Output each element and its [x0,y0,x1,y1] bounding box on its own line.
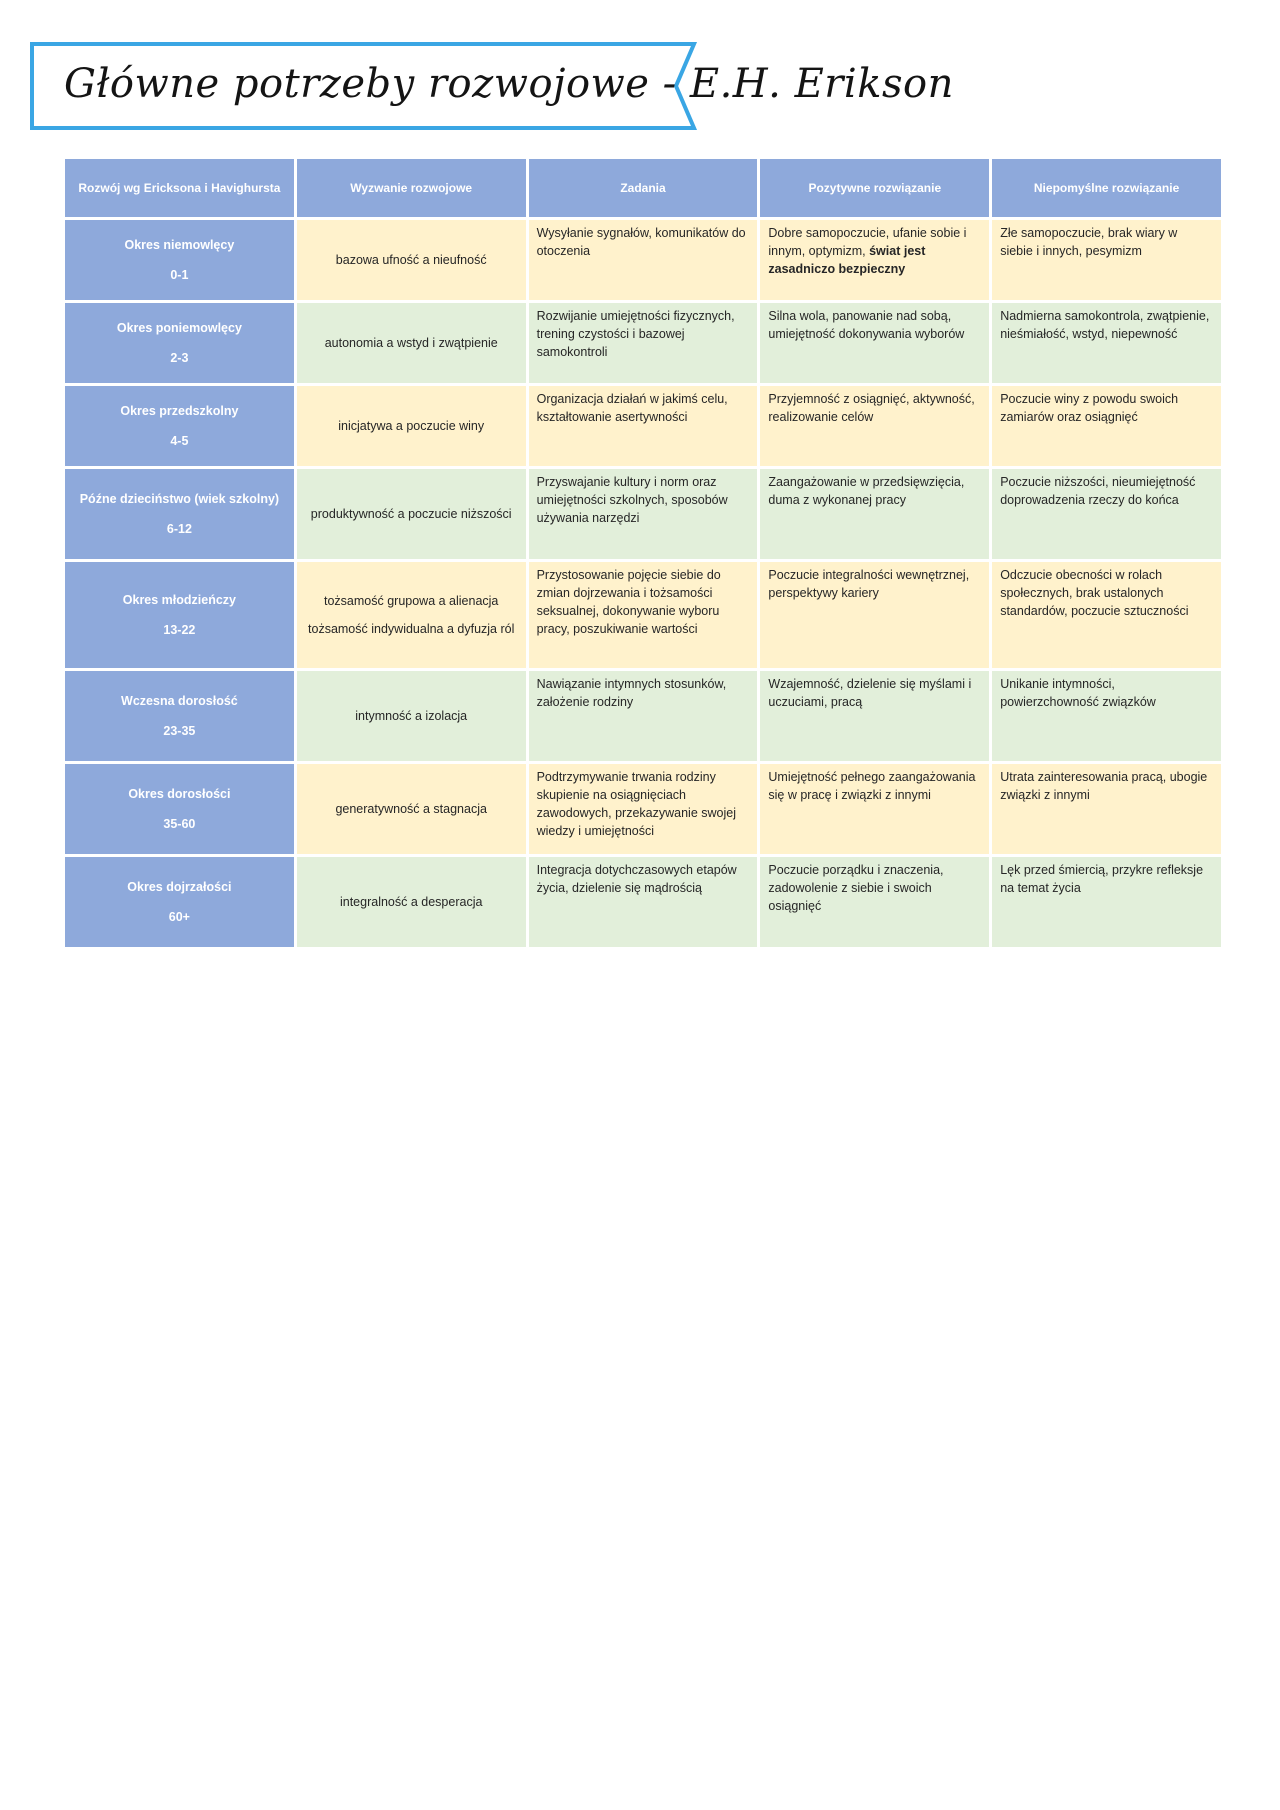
stage-name: Okres przedszkolny [120,404,239,418]
negative-cell: Nadmierna samokontrola, zwątpienie, nieśmiałość, wstyd, niepewność [992,303,1221,383]
negative-cell: Unikanie intymności, powierzchowność związków [992,671,1221,761]
positive-text: Przyjemność z osiągnięć, aktywność, realizowanie celów [768,392,975,424]
tasks-cell: Podtrzymywanie trwania rodziny skupienie na osiągnięciach zawodowych, przekazywanie swojej wiedzy i umiejętności [529,764,758,854]
negative-cell: Odczucie obecności w rolach społecznych, brak ustalonych standardów, poczucie sztuczności [992,562,1221,668]
challenge-text: inicjatywa a poczucie winy [338,419,485,433]
stage-cell [65,386,294,466]
tasks-cell: Wysyłanie sygnałów, komunikatów do otoczenia [529,220,758,300]
negative-cell: Złe samopoczucie, brak wiary w siebie i innych, pesymizm [992,220,1221,300]
stage-name: Okres dojrzałości [127,880,232,894]
challenge-cell [297,303,526,383]
positive-cell [760,386,989,466]
table-header-row [65,159,1221,217]
table-row [65,220,1221,300]
table-row [65,562,1221,668]
stage-cell [65,671,294,761]
challenge-cell [297,220,526,300]
stage-name: Późne dzieciństwo (wiek szkolny) [79,492,280,506]
table-row [65,764,1221,854]
stage-cell [65,857,294,947]
stage-age: 6-12 [166,522,192,536]
stage-age: 60+ [168,910,190,924]
table-row [65,469,1221,559]
positive-text: Poczucie integralności wewnętrznej, perspektywy kariery [768,568,970,600]
tasks-cell: Organizacja działań w jakimś celu, kształtowanie asertywności [529,386,758,466]
positive-cell [760,303,989,383]
stage-age: 35-60 [163,817,196,831]
stage-name: Okres młodzieńczy [122,593,237,607]
positive-cell [760,562,989,668]
stage-name: Okres niemowlęcy [124,238,235,252]
positive-text: Zaangażowanie w przedsięwzięcia, duma z wykonanej pracy [768,475,965,507]
table-row [65,857,1221,947]
challenge-text: generatywność a stagnacja [335,802,487,816]
stage-cell [65,764,294,854]
positive-text: Poczucie porządku i znaczenia, zadowolenie z siebie i swoich osiągnięć [768,863,944,913]
tasks-cell: Integracja dotychczasowych etapów życia, dzielenie się mądrością [529,857,758,947]
column-header-negative: Niepomyślne rozwiązanie [992,159,1221,217]
negative-cell: Lęk przed śmiercią, przykre refleksje na temat życia [992,857,1221,947]
stage-name: Wczesna dorosłość [121,694,238,708]
challenge-cell [297,562,526,668]
challenge-text: tożsamość grupowa a alienacja [323,594,499,608]
positive-cell [760,764,989,854]
positive-cell [760,220,989,300]
column-header-tasks: Zadania [529,159,758,217]
title-banner [30,40,954,132]
challenge-text: bazowa ufność a nieufność [335,253,487,267]
column-header-stage: Rozwój wg Ericksona i Havighursta [65,159,294,217]
positive-text: Wzajemność, dzielenie się myślami i uczuciami, pracą [768,677,972,709]
table-row [65,303,1221,383]
tasks-cell: Rozwijanie umiejętności fizycznych, trening czystości i bazowej samokontroli [529,303,758,383]
stage-name: Okres dorosłości [128,787,231,801]
negative-cell: Poczucie niższości, nieumiejętność doprowadzenia rzeczy do końca [992,469,1221,559]
page-title: Główne potrzeby rozwojowe - E.H. Erikson [64,61,954,107]
stage-age: 13-22 [163,623,196,637]
challenge-cell [297,386,526,466]
challenge-cell [297,764,526,854]
challenge-text: produktywność a poczucie niższości [310,507,512,521]
stage-cell [65,220,294,300]
stage-age: 0-1 [170,268,189,282]
stage-cell [65,303,294,383]
erikson-table [62,156,1224,950]
challenge-cell [297,671,526,761]
challenge-cell [297,857,526,947]
negative-cell: Utrata zainteresowania pracą, ubogie związki z innymi [992,764,1221,854]
positive-cell [760,671,989,761]
table-row [65,671,1221,761]
tasks-cell: Nawiązanie intymnych stosunków, założenie rodziny [529,671,758,761]
stage-age: 2-3 [170,351,189,365]
stage-cell [65,469,294,559]
tasks-cell: Przystosowanie pojęcie siebie do zmian dojrzewania i tożsamości seksualnej, dokonywanie wyboru pracy, poszukiwanie wartości [529,562,758,668]
positive-cell [760,857,989,947]
challenge-text: integralność a desperacja [339,895,483,909]
positive-cell [760,469,989,559]
challenge-text: autonomia a wstyd i zwątpienie [324,336,498,350]
stage-age: 23-35 [163,724,196,738]
challenge-cell [297,469,526,559]
negative-cell: Poczucie winy z powodu swoich zamiarów oraz osiągnięć [992,386,1221,466]
table-row [65,386,1221,466]
stage-cell [65,562,294,668]
tasks-cell: Przyswajanie kultury i norm oraz umiejętności szkolnych, sposobów używania narzędzi [529,469,758,559]
column-header-challenge: Wyzwanie rozwojowe [297,159,526,217]
positive-text: Dobre samopoczucie, ufanie sobie i innym, optymizm, [768,226,967,258]
positive-text: Umiejętność pełnego zaangażowania się w pracę i związki z innymi [768,770,976,802]
challenge-text: intymność a izolacja [355,709,468,723]
stage-name: Okres poniemowlęcy [116,321,242,335]
stage-age: 4-5 [170,434,189,448]
positive-text: Silna wola, panowanie nad sobą, umiejętność dokonywania wyborów [768,309,965,341]
column-header-positive: Pozytywne rozwiązanie [760,159,989,217]
challenge-text: tożsamość indywidualna a dyfuzja ról [308,622,515,636]
positive-emphasis: świat jest zasadniczo bezpieczny [768,244,926,276]
